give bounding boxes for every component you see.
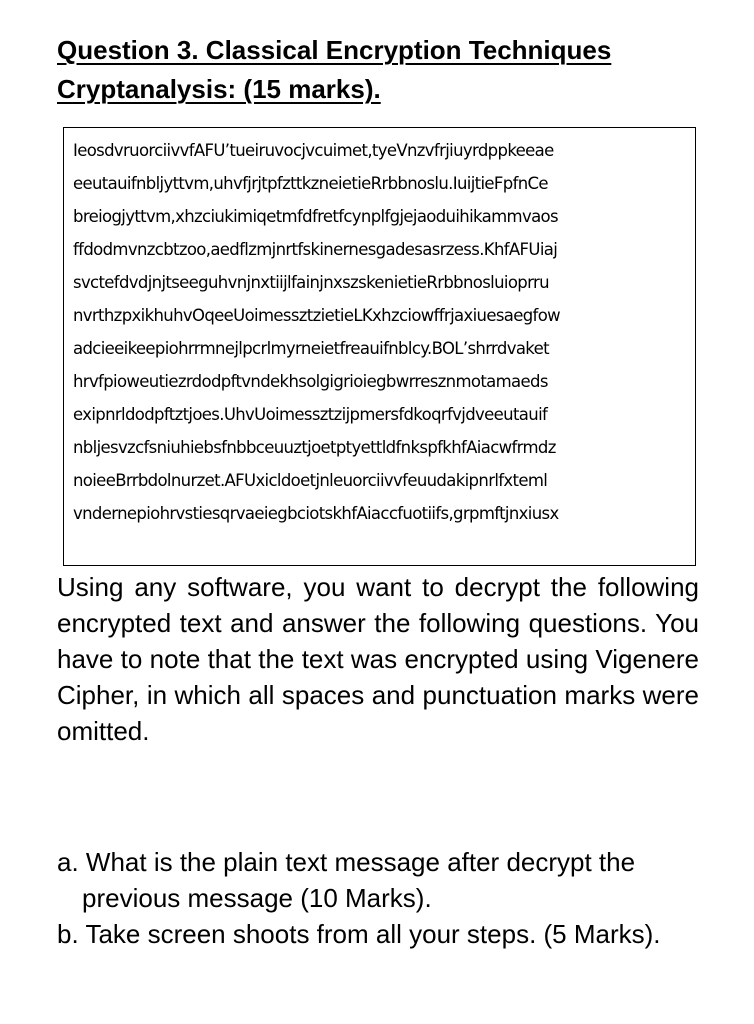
instructions-paragraph: Using any software, you want to decrypt the following encrypted text and answer the following questions. You have to note that the text was encrypted using Vigenere Cipher, in which all spaces and punctuation marks were omitted. bbox=[57, 572, 699, 746]
heading-line-1: Question 3. Classical Encryption Techniques bbox=[57, 35, 612, 65]
question-a: a. What is the plain text message after decrypt the previous message (10 Marks). bbox=[57, 847, 636, 913]
ciphertext-line: ffdodmvnzcbtzoo,aedflzmjnrtfskinernesgadesasrzess.KhfAFUiaj bbox=[73, 240, 558, 259]
ciphertext-line: breiogjyttvm,xhzciukimiqetmfdfretfcynplfgjejaoduihikammvaos bbox=[73, 207, 558, 226]
ciphertext-line: eeutauifnbljyttvm,uhvfjrjtpfzttkzneietieRrbbnoslu.IuijtieFpfnCe bbox=[73, 174, 548, 193]
ciphertext-line: IeosdvruorciivvfAFU’tueiruvocjvcuimet,tyeVnzvfrjiuyrdppkeeae bbox=[73, 141, 554, 160]
ciphertext-line: hrvfpioweutiezrdodpftvndekhsolgigrioiegbwrresznmotamaeds bbox=[73, 372, 548, 391]
ciphertext-line: adcieeikeepiohrrmnejlpcrlmyrneietfreauifnblcy.BOL’shrrdvaket bbox=[73, 339, 549, 358]
ciphertext-line: svctefdvdjnjtseeguhvnjnxtiijlfainjnxszskenietieRrbbnosluioprru bbox=[73, 273, 549, 292]
question-b: b. Take screen shoots from all your steps. (5 Marks). bbox=[57, 919, 661, 949]
questions-list bbox=[57, 844, 697, 952]
ciphertext-line: nbljesvzcfsniuhiebsfnbbceuuztjoetptyettldfnkspfkhfAiacwfrmdz bbox=[73, 438, 556, 457]
ciphertext-line: exipnrldodpftztjoes.UhvUoimessztzijpmersfdkoqrfvjdveeutauif bbox=[73, 405, 548, 424]
ciphertext-line: vndernepiohrvstiesqrvaeiegbciotskhfAiaccfuotiifs,grpmftjnxiusx bbox=[73, 504, 559, 523]
ciphertext-line: nvrthzpxikhuhvOqeeUoimessztzietieLKxhzciowffrjaxiuesaegfow bbox=[73, 306, 561, 325]
ciphertext-line: noieeBrrbdolnurzet.AFUxicldoetjnleuorciivvfeuudakipnrlfxteml bbox=[73, 471, 548, 490]
question-heading bbox=[57, 31, 717, 109]
heading-line-2: Cryptanalysis: (15 marks). bbox=[57, 74, 381, 104]
ciphertext-box bbox=[63, 127, 696, 566]
